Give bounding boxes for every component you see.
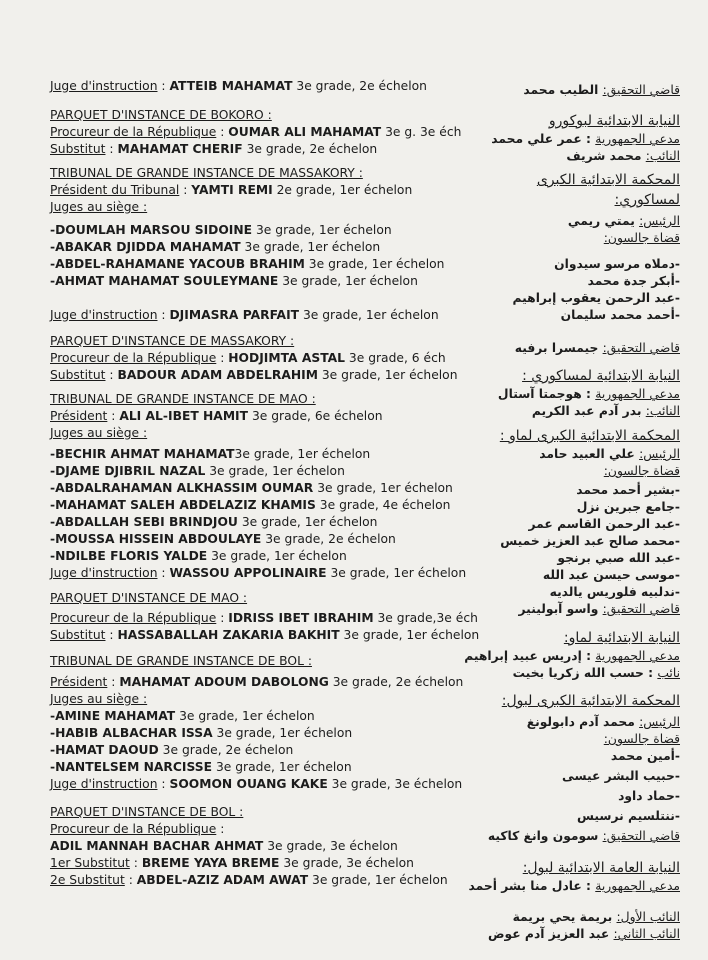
judge-row: -أبكر جدة محمد [587, 274, 680, 288]
judge-row: -عبد الرحمن يعقوب إبراهيم [512, 291, 680, 305]
substitut-name: BADOUR ADAM ABDELRAHIM [117, 368, 318, 382]
grade: 3e grade, 1er échelon [252, 223, 392, 237]
grade: 3e grade, 3e échelon [263, 839, 398, 853]
judge-name: -BECHIR AHMAT MAHAMAT [50, 447, 235, 461]
substitut-label: 1er Substitut [50, 856, 130, 870]
naib-line [490, 148, 680, 165]
grade: 3e grade, 1er échelon [234, 447, 371, 461]
rais-line [490, 213, 680, 230]
separator: : [105, 368, 118, 382]
substitut-label: Substitut [50, 628, 106, 642]
grade: 3e grade, 4e échelon [315, 498, 451, 512]
naib-name: محمد شريف [566, 149, 646, 163]
judge-row [50, 497, 510, 514]
juge-instruction-name: ATTEIB MAHAMAT [169, 79, 293, 93]
judge-row [50, 514, 510, 531]
procureur-line [50, 124, 510, 141]
separator: : [157, 566, 170, 580]
judge-name: -DOUMLAH MARSOU SIDOINE [50, 223, 253, 237]
french-column [50, 78, 510, 889]
juge-instruction-name: SOOMON OUANG KAKE [169, 777, 328, 791]
separator: : [105, 628, 118, 642]
naib-label: النائب الأول: [616, 910, 680, 924]
judge-row: -عبد الرحمن القاسم عمر [528, 517, 680, 531]
mudai-line [490, 386, 680, 403]
separator: : [216, 611, 229, 625]
procureur-name: HODJIMTA ASTAL [228, 351, 345, 365]
grade: 3e g. 3e éch [381, 125, 462, 139]
substitut-name: MAHAMAT CHERIF [117, 142, 243, 156]
juges-label: Juges au siège : [50, 426, 148, 440]
judge-row: -دملاه مرسو سيدوان [554, 257, 680, 271]
naib-label: النائب: [645, 404, 680, 418]
mudai-name: : إدريس عبيد إبراهيم [464, 649, 596, 663]
qadi-tahqiq-line [490, 601, 680, 618]
grade: 3e grade, 1er échelon [205, 464, 345, 478]
qudat-label: قضاة جالسون: [603, 464, 680, 478]
judge-row: -ننتلسيم نرسيس [577, 809, 680, 823]
arabic-column [464, 82, 680, 943]
grade: 3e grade, 1er échelon [308, 873, 448, 887]
president-line [50, 182, 510, 199]
grade: 3e grade, 6 éch [344, 351, 446, 365]
rais-label: الرئيس: [639, 214, 680, 228]
separator: : [179, 183, 192, 197]
judge-name: -ABDALRAHAMAN ALKHASSIM OUMAR [50, 481, 314, 495]
juge-instruction-name: WASSOU APPOLINAIRE [169, 566, 327, 580]
judge-row [50, 239, 510, 256]
procureur-name: ADIL MANNAH BACHAR AHMAT [50, 839, 264, 853]
rais-label: الرئيس: [639, 715, 680, 729]
judge-row: -ندلبيه فلوريس يالديه [549, 585, 680, 599]
judge-name: -ABDEL-RAHAMANE YACOUB BRAHIM [50, 257, 305, 271]
judge-name: -MOUSSA HISSEIN ABDOULAYE [50, 532, 262, 546]
judge-row [50, 480, 510, 497]
qadi-tahqiq-line [490, 340, 680, 357]
substitut-line [50, 627, 510, 644]
juge-instruction-line [50, 776, 510, 793]
grade: 3e grade, 6e échelon [248, 409, 383, 423]
qudat-label: قضاة جالسون: [603, 231, 680, 245]
judge-row [50, 222, 510, 239]
section-heading: PARQUET D'INSTANCE DE BOKORO : [50, 108, 272, 122]
substitut-label: Substitut [50, 368, 106, 382]
judge-row [50, 548, 510, 565]
procureur-label: Procureur de la République [50, 822, 217, 836]
president-line [50, 408, 510, 425]
rais-name: يمتي ريمي [567, 214, 640, 228]
mudai-line [490, 131, 680, 148]
judge-name: -HAMAT DAOUD [50, 743, 159, 757]
separator: : [107, 675, 120, 689]
substitut-label: 2e Substitut [50, 873, 125, 887]
juge-instruction-label: Juge d'instruction [50, 79, 158, 93]
mudai-line [468, 878, 680, 895]
grade: 3e grade, 2e échelon [158, 743, 294, 757]
separator: : [107, 409, 120, 423]
judge-row: -عبد الله صبي برنجو [557, 551, 680, 565]
section-heading: المحكمة الابتدائية الكبرى لماو : [499, 428, 680, 444]
mudai-label: مدعي الجمهورية [595, 387, 680, 401]
section-heading: النيابة الابتدائية لماو: [563, 630, 680, 646]
separator: : [216, 351, 229, 365]
qadi-tahqiq-label: قاضي التحقيق: [602, 829, 680, 843]
naib-name: بدر آدم عبد الكريم [531, 404, 646, 418]
juge-instruction-name: DJIMASRA PARFAIT [169, 308, 300, 322]
mudai-label: مدعي الجمهورية [595, 879, 680, 893]
separator: : [157, 79, 170, 93]
judge-row [50, 446, 510, 463]
judge-row: -أمين محمد [610, 749, 680, 763]
rais-line [490, 714, 680, 731]
judge-row [50, 708, 510, 725]
judge-row [50, 742, 510, 759]
judge-row [50, 463, 510, 480]
naib-name: بريمة يحي بريمة [512, 910, 617, 924]
juge-instruction-label: Juge d'instruction [50, 566, 158, 580]
president-label: Président du Tribunal [50, 183, 180, 197]
grade: 3e grade, 1er échelon [299, 308, 439, 322]
mudai-name: : عمر علي محمد [491, 132, 596, 146]
judge-row: -موسى حيسن عبد الله [542, 568, 680, 582]
grade: 2e grade, 1er échelon [272, 183, 413, 197]
substitut-label: Substitut [50, 142, 106, 156]
qadi-tahqiq-name: واسو آبولينير [518, 602, 603, 616]
separator: : [157, 308, 170, 322]
mudai-label: مدعي الجمهورية [595, 132, 680, 146]
grade: 3e grade, 1er échelon [278, 274, 418, 288]
juge-instruction-line [50, 307, 510, 324]
substitut-line [50, 367, 510, 384]
president-label: Président [50, 675, 108, 689]
qadi-tahqiq-label: قاضي التحقيق: [602, 602, 680, 616]
judge-row: -أحمد محمد سليمان [560, 308, 680, 322]
procureur-name: OUMAR ALI MAHAMAT [228, 125, 382, 139]
qadi-tahqiq-name: الطيب محمد [523, 83, 603, 97]
qadi-tahqiq-label: قاضي التحقيق: [602, 341, 680, 355]
judge-name: -MAHAMAT SALEH ABDELAZIZ KHAMIS [50, 498, 316, 512]
section-heading: TRIBUNAL DE GRANDE INSTANCE DE MASSAKORY : [50, 166, 363, 180]
substitut-line [50, 872, 510, 889]
grade: 3e grade, 1er échelon [339, 628, 480, 642]
judge-row [50, 531, 510, 548]
procureur-label: Procureur de la République [50, 611, 217, 625]
qudat-label: قضاة جالسون: [603, 732, 680, 746]
substitut-line [50, 141, 510, 158]
substitut-name: BREME YAYA BREME [141, 856, 280, 870]
juge-instruction-label: Juge d'instruction [50, 777, 158, 791]
grade: 3e grade, 1er échelon [212, 726, 353, 740]
qadi-tahqiq-line [487, 828, 680, 845]
separator: : [124, 873, 137, 887]
procureur-label: Procureur de la République [50, 351, 217, 365]
section-heading: النيابة الابتدائية لمساكوري : [522, 368, 680, 384]
grade: 3e grade, 1er échelon [237, 515, 378, 529]
procureur-label-line [50, 821, 510, 838]
procureur-name: IDRISS IBET IBRAHIM [228, 611, 374, 625]
grade: 3e grade, 1er échelon [207, 549, 347, 563]
president-line [50, 674, 510, 691]
rais-name: علي العبيد حامد [539, 447, 640, 461]
substitut-name: ABDEL-AZIZ ADAM AWAT [136, 873, 309, 887]
naib-line [490, 926, 680, 943]
president-name: MAHAMAT ADOUM DABOLONG [119, 675, 329, 689]
qadi-tahqiq-name: جيمسرا برفيه [514, 341, 603, 355]
qadi-tahqiq-name: سومون وانغ كاكيه [487, 829, 603, 843]
naib-line [490, 665, 680, 682]
separator: : [129, 856, 142, 870]
juge-instruction-line [50, 565, 510, 582]
juges-label: Juges au siège : [50, 692, 148, 706]
grade: 3e grade, 3e échelon [279, 856, 414, 870]
judge-row [50, 273, 510, 290]
qadi-tahqiq-label: قاضي التحقيق: [602, 83, 680, 97]
grade: 3e grade, 1er échelon [304, 257, 445, 271]
judge-name: -ABAKAR DJIDDA MAHAMAT [50, 240, 241, 254]
procureur-label: Procureur de la République [50, 125, 217, 139]
grade: 3e grade, 2e échelon [261, 532, 396, 546]
rais-label: الرئيس: [639, 447, 680, 461]
section-heading: PARQUET D'INSTANCE DE MASSAKORY : [50, 334, 295, 348]
separator: : [105, 142, 118, 156]
naib-line [490, 403, 680, 420]
grade: 3e grade,3e éch [373, 611, 478, 625]
section-heading: PARQUET D'INSTANCE DE MAO : [50, 591, 248, 605]
section-heading: TRIBUNAL DE GRANDE INSTANCE DE MAO : [50, 392, 316, 406]
grade: 3e grade, 1er échelon [326, 566, 467, 580]
grade: 3e grade, 1er échelon [175, 709, 315, 723]
section-heading: المحكمة الابتدائية الكبرى لمساكوري: [536, 172, 680, 208]
judge-name: -AMINE MAHAMAT [50, 709, 176, 723]
grade: 3e grade, 3e échelon [327, 777, 463, 791]
procureur-line [50, 838, 510, 855]
juges-label: Juges au siège : [50, 200, 148, 214]
rais-name: محمد آدم دابولونغ [526, 715, 640, 729]
judge-row: -محمد صالح عبد العزيز خميس [500, 534, 680, 548]
section-heading: TRIBUNAL DE GRANDE INSTANCE DE BOL : [50, 654, 312, 668]
qadi-tahqiq-line [490, 82, 680, 99]
judge-row [50, 725, 510, 742]
judge-name: -NANTELSEM NARCISSE [50, 760, 213, 774]
grade: 3e grade, 1er échelon [212, 760, 352, 774]
judge-name: -ABDALLAH SEBI BRINDJOU [50, 515, 238, 529]
mudai-name: : عادل منا بشر أحمد [468, 879, 596, 893]
mudai-name: : هوجمتا آستال [497, 387, 596, 401]
president-name: YAMTI REMI [191, 183, 273, 197]
grade: 3e grade, 2e échelon [328, 675, 464, 689]
naib-name: عبد العزيز آدم عوض [488, 927, 614, 941]
president-label: Président [50, 409, 108, 423]
juge-instruction-label: Juge d'instruction [50, 308, 158, 322]
rais-line [490, 446, 680, 463]
mudai-line [464, 648, 680, 665]
grade: 3e grade, 2e échelon [242, 142, 378, 156]
naib-name: : حسب الله زكريا بخيت [512, 666, 658, 680]
separator: : [216, 822, 225, 836]
section-heading: النيابة الابتدائية لبوكورو [548, 113, 680, 129]
judge-row: -حماد داود [618, 789, 680, 803]
naib-line [490, 909, 680, 926]
mudai-label: مدعي الجمهورية [595, 649, 680, 663]
naib-label: النائب: [645, 149, 680, 163]
judge-row [50, 759, 510, 776]
substitut-name: HASSABALLAH ZAKARIA BAKHIT [117, 628, 340, 642]
judge-name: -NDILBE FLORIS YALDE [50, 549, 208, 563]
grade: 3e grade, 2e échelon [292, 79, 427, 93]
judge-row: -حبيب البشر عيسى [562, 769, 680, 783]
separator: : [216, 125, 229, 139]
section-heading: النيابة العامة الابتدائية لبول: [522, 860, 680, 876]
grade: 3e grade, 1er échelon [240, 240, 381, 254]
procureur-line [50, 350, 510, 367]
procureur-line [50, 610, 510, 627]
juge-instruction-line [50, 78, 510, 95]
judge-row: -جامع جبرين نزل [576, 500, 680, 514]
substitut-line [50, 855, 510, 872]
judge-name: -AHMAT MAHAMAT SOULEYMANE [50, 274, 279, 288]
judge-row [50, 256, 510, 273]
section-heading: PARQUET D'INSTANCE DE BOL : [50, 805, 244, 819]
separator: : [157, 777, 170, 791]
judge-name: -HABIB ALBACHAR ISSA [50, 726, 213, 740]
naib-label: نائب [657, 666, 680, 680]
section-heading: المحكمة الابتدائية الكبرى لبول: [501, 693, 680, 709]
grade: 3e grade, 1er échelon [313, 481, 453, 495]
president-name: ALI AL-IBET HAMIT [119, 409, 249, 423]
judge-row: -بشير أحمد محمد [576, 483, 680, 497]
judge-name: -DJAME DJIBRIL NAZAL [50, 464, 206, 478]
naib-label: النائب الثاني: [613, 927, 680, 941]
grade: 3e grade, 1er échelon [317, 368, 458, 382]
